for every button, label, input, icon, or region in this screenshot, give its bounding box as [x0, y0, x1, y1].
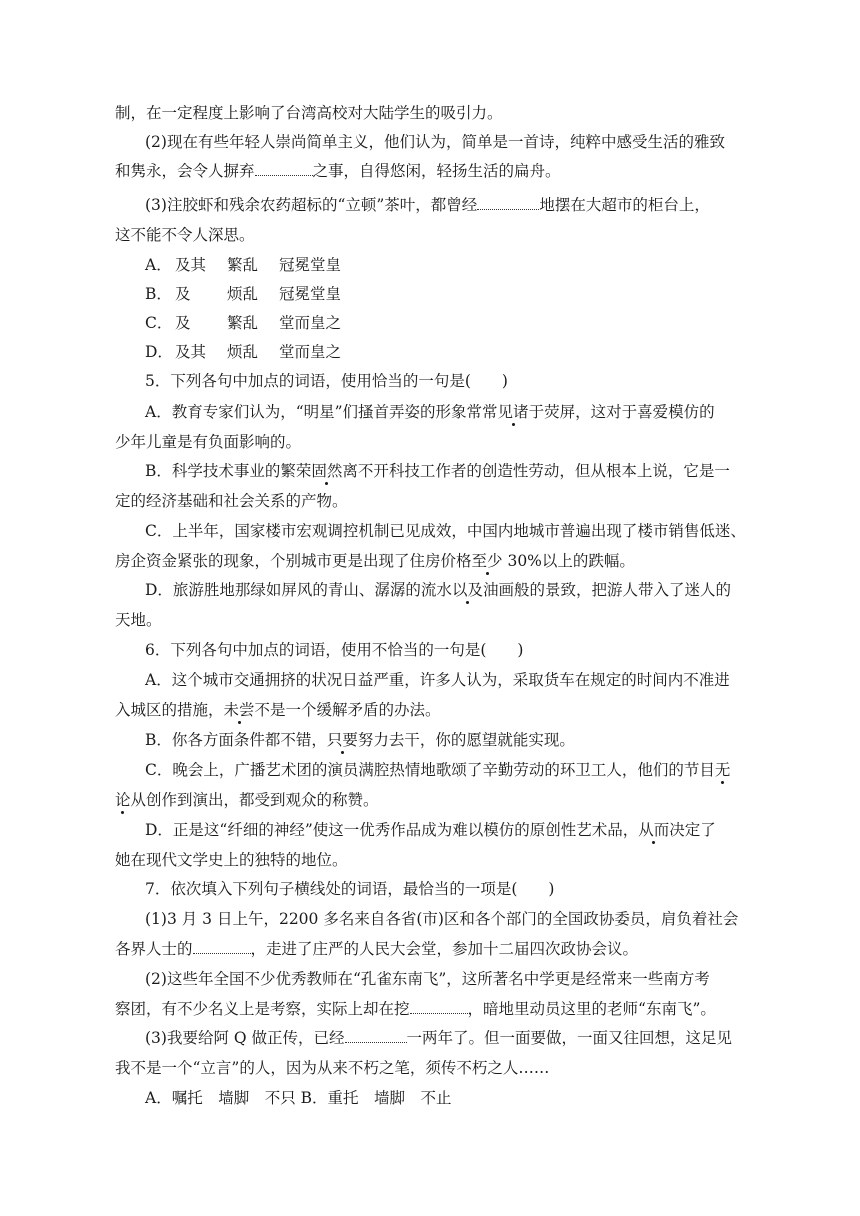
dotted-word: 至少 [471, 552, 503, 570]
dotted-word: 论 [115, 791, 131, 809]
q6-option-a-line-1: A．这个城市交通拥挤的状况日益严重，许多人认为，采取货车在规定的时间内不准进 [145, 671, 730, 689]
fill-blank [345, 1028, 407, 1043]
fill-blank [193, 939, 251, 954]
q7-sentence-2-line-1: (2)这些年全国不少优秀教师在“孔雀东南飞”，这所著名中学更是经常来一些南方考 [145, 970, 710, 988]
q5-option-d-line-2: 天地。 [115, 611, 162, 629]
q4-sentence-3-line-1: (3)注胶虾和残余农药超标的“立顿”茶叶，都曾经 地摆在大超市的柜台上， [145, 196, 710, 214]
q6-option-c-line-2: 论从创作到演出，都受到观众的称赞。 [115, 791, 379, 809]
q4-sentence-2-line-2: 和隽永，会令人摒弃 之事，自得悠闲，轻扬生活的扁舟。 [115, 162, 561, 180]
dotted-word: 只要 [326, 731, 358, 749]
fill-blank [410, 999, 468, 1014]
dotted-word: 见诸 [497, 403, 529, 421]
q6-option-a-line-2: 入城区的措施，未尝不是一个缓解矛盾的办法。 [115, 701, 441, 719]
fill-blank [255, 161, 313, 176]
q6-option-c-line-1: C．晚会上，广播艺术团的演员满腔热情地歌颂了辛勤劳动的环卫工人，他们的节目无 [145, 761, 731, 779]
q7-options-ab: A．嘱托 墙脚 不只 B．重托 墙脚 不止 [145, 1089, 452, 1107]
dotted-word: 无 [714, 761, 731, 779]
q4-option-a: A． 及其 繁乱 冠冕堂皇 [145, 256, 342, 274]
q7-sentence-2-line-2: 察团，有不少名义上是考察，实际上却在挖 ，暗地里动员这里的老师“东南飞”。 [115, 1000, 716, 1018]
q5-option-b-line-1: B．科学技术事业的繁荣固然离不开科技工作者的创造性劳动，但从根本上说，它是一 [145, 462, 730, 480]
q5-option-c-line-2: 房企资金紧张的现象，个别城市更是出现了住房价格至少 30%以上的跌幅。 [115, 552, 635, 570]
dotted-word: 以及 [451, 581, 483, 599]
q6-option-b: B．你各方面条件都不错，只要努力去干，你的愿望就能实现。 [145, 731, 575, 749]
paragraph-line: 制，在一定程度上影响了台湾高校对大陆学生的吸引力。 [115, 104, 503, 122]
q7-sentence-3-line-1: (3)我要给阿 Q 做正传，已经 一两年了。但一面要做，一面又往回想，这足见 [145, 1029, 733, 1047]
q7-sentence-3-line-2: 我不是一个“立言”的人，因为从来不朽之笔，须传不朽之人…… [115, 1059, 550, 1077]
q4-option-c: C． 及 繁乱 堂而皇之 [145, 314, 342, 332]
q5-option-a-line-2: 少年儿童是有负面影响的。 [115, 433, 302, 451]
q4-sentence-2-line-1: (2)现在有些年轻人崇尚简单主义，他们认为，简单是一首诗，纯粹中感受生活的雅致 [145, 133, 725, 151]
q4-option-d: D． 及其 烦乱 堂而皇之 [145, 343, 342, 361]
q5-option-c-line-1: C．上半年，国家楼市宏观调控机制已见成效，中国内地城市普遍出现了楼市销售低迷、 [145, 522, 746, 540]
q5-stem: 5．下列各句中加点的词语，使用恰当的一句是( ) [145, 372, 508, 390]
q4-option-b: B． 及 烦乱 冠冕堂皇 [145, 285, 342, 303]
q5-option-b-line-2: 定的经济基础和社会关系的产物。 [115, 492, 348, 510]
q7-stem: 7．依次填入下列句子横线处的词语，最恰当的一项是( ) [145, 880, 555, 898]
fill-blank [477, 195, 539, 210]
dotted-word: 固然 [311, 462, 343, 480]
q5-option-a-line-1: A．教育专家们认为，“明星”们搔首弄姿的形象常常见诸于荧屏，这对于喜爱模仿的 [145, 403, 715, 421]
q7-sentence-1-line-2: 各界人士的 ，走进了庄严的人民大会堂，参加十二届四次政协会议。 [115, 940, 639, 958]
dotted-word: 从而 [638, 821, 670, 839]
q5-option-d-line-1: D．旅游胜地那绿如屏风的青山、潺潺的流水以及油画般的景致，把游人带入了迷人的 [145, 581, 731, 599]
q7-sentence-1-line-1: (1)3 月 3 日上午，2200 多名来自各省(市)区和各个部门的全国政协委员，肩负着社会 [145, 910, 739, 928]
dotted-word: 未尝 [223, 701, 255, 719]
q4-sentence-3-line-2: 这不能不令人深思。 [115, 226, 255, 244]
q6-option-d-line-1: D．正是这“纤细的神经”使这一优秀作品成为难以模仿的原创性艺术品，从而决定了 [145, 821, 716, 839]
q6-stem: 6．下列各句中加点的词语，使用不恰当的一句是( ) [145, 641, 524, 659]
q6-option-d-line-2: 她在现代文学史上的独特的地位。 [115, 851, 348, 869]
